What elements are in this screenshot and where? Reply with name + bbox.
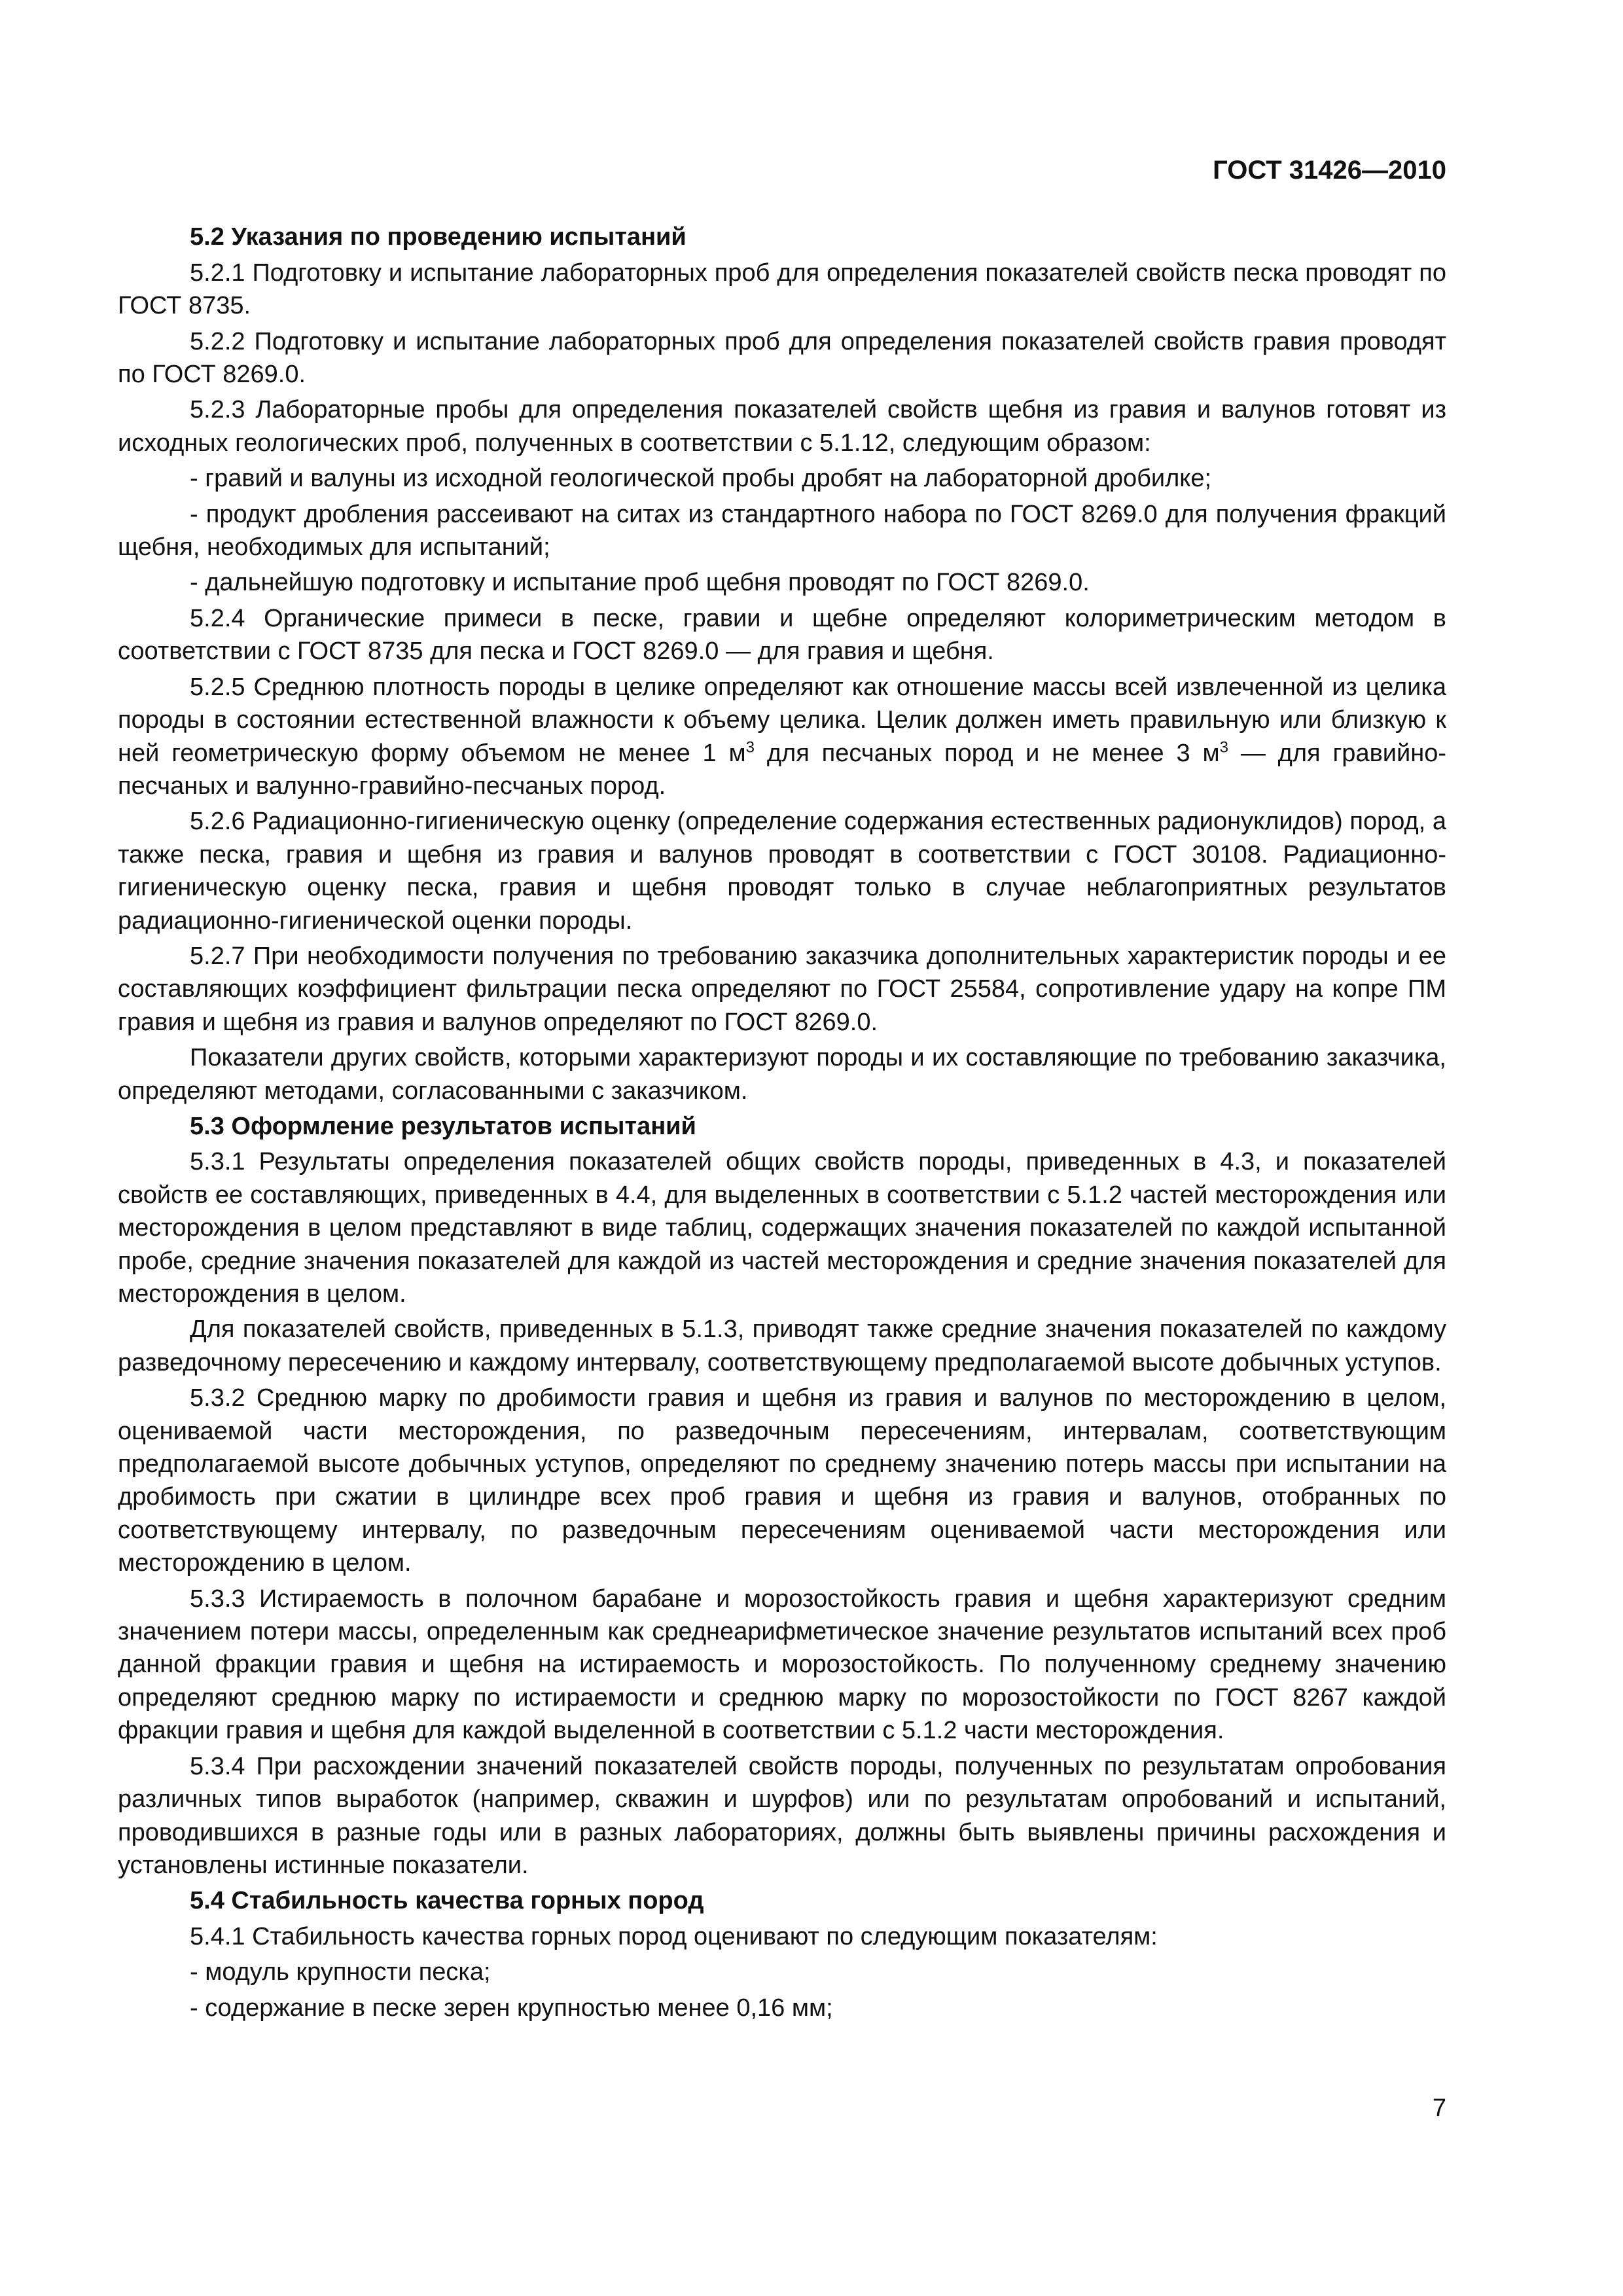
- paragraph: 5.2.2 Подготовку и испытание лабораторных проб для определения показателей свойств гравия проводят по ГОСТ 8269.0.: [118, 327, 1446, 389]
- document-code: ГОСТ 31426—2010: [1213, 156, 1446, 185]
- paragraph: Показатели других свойств, которыми характеризуют породы и их составляющие по требованию заказчика, определяют методами, согласованными с заказчиком.: [118, 1044, 1446, 1105]
- superscript: 3: [1219, 738, 1228, 756]
- list-item: - гравий и валуны из исходной геологической пробы дробят на лабораторной дробилке;: [190, 465, 1212, 493]
- section-heading: 5.3 Оформление результатов испытаний: [190, 1112, 696, 1140]
- paragraph-part: для песчаных пород и не менее 3 м: [755, 739, 1220, 767]
- list-item: - содержание в песке зерен крупностью менее 0,16 мм;: [190, 1994, 833, 2022]
- section-heading: 5.2 Указания по проведению испытаний: [190, 223, 687, 251]
- paragraph-part: 5.2.5 Среднюю плотность породы в целике определяют как отношение массы всей извлеченной из целика породы в состоянии естественной влажности к объему целика. Целик должен иметь правильную или близкую к ней геометрическую форму объемом не менее 1 м: [118, 673, 1446, 767]
- page-number: 7: [1432, 2094, 1446, 2122]
- section-heading: 5.4 Стабильность качества горных пород: [190, 1887, 704, 1915]
- paragraph: 5.2.7 При необходимости получения по требованию заказчика дополнительных характеристик породы и ее составляющих коэффициент фильтрации песка определяют по ГОСТ 25584, сопротивление удару на копре ПМ гравия и щебня из гравия и валунов определяют по ГОСТ 8269.0.: [118, 942, 1446, 1036]
- paragraph: 5.3.4 При расхождении значений показателей свойств породы, полученных по результатам опробования различных типов выработок (например, скважин и шурфов) или по результатам опробований и испытаний, проводившихся в разные годы или в разных лабораториях, должны быть выявлены причины расхождения и установлены истинные показатели.: [118, 1752, 1446, 1879]
- paragraph: 5.3.3 Истираемость в полочном барабане и морозостойкость гравия и щебня характеризуют средним значением потери массы, определенным как среднеарифметическое значение результатов испытаний всех проб данной фракции гравия и щебня на истираемость и морозостойкость. По полученному среднему значению определяют среднюю марку по истираемости и среднюю марку по морозостойкости по ГОСТ 8267 каждой фракции гравия и щебня для каждой выделенной в соответствии с 5.1.2 части месторождения.: [118, 1585, 1446, 1745]
- paragraph-density: [118, 671, 1446, 803]
- paragraph: 5.2.1 Подготовку и испытание лабораторных проб для определения показателей свойств песка проводят по ГОСТ 8735.: [118, 259, 1446, 320]
- superscript: 3: [745, 738, 755, 756]
- paragraph: 5.4.1 Стабильность качества горных пород оценивают по следующим показателям:: [190, 1922, 1158, 1950]
- list-item: - модуль крупности песка;: [190, 1958, 491, 1986]
- paragraph: 5.2.3 Лабораторные пробы для определения показателей свойств щебня из гравия и валунов готовят из исходных геологических проб, полученных в соответствии с 5.1.12, следующим образом:: [118, 396, 1446, 457]
- paragraph: 5.3.2 Среднюю марку по дробимости гравия и щебня из гравия и валунов по месторождению в целом, оцениваемой части месторождения, по разведочным пересечениям, интервалам, соответствующим предполагаемой высоте добычных уступов, определяют по среднему значению потерь массы при испытании на дробимость при сжатии в цилиндре всех проб гравия и щебня из гравия и валунов, отобранных по соответствующему интервалу, по разведочным пересечениям оцениваемой части месторождения или месторождению в целом.: [118, 1384, 1446, 1577]
- paragraph: 5.3.1 Результаты определения показателей общих свойств породы, приведенных в 4.3, и показателей свойств ее составляющих, приведенных в 4.4, для выделенных в соответствии с 5.1.2 частей месторождения или месторождения в целом представляют в виде таблиц, содержащих значения показателей по каждой испытанной пробе, средние значения показателей для каждой из частей месторождения и средние значения показателей для месторождения в целом.: [118, 1148, 1446, 1308]
- list-item: - дальнейшую подготовку и испытание проб щебня проводят по ГОСТ 8269.0.: [190, 569, 1090, 597]
- document-page: [118, 154, 1446, 2027]
- paragraph-part: — для гравийно-песчаных и валунно-гравийно-песчаных пород.: [118, 739, 1446, 800]
- paragraph: 5.2.4 Органические примеси в песке, гравии и щебне определяют колориметрическим методом в соответствии с ГОСТ 8735 для песка и ГОСТ 8269.0 — для гравия и щебня.: [118, 604, 1446, 666]
- list-item: - продукт дробления рассеивают на ситах из стандартного набора по ГОСТ 8269.0 для получения фракций щебня, необходимых для испытаний;: [118, 500, 1446, 562]
- paragraph: 5.2.6 Радиационно-гигиеническую оценку (определение содержания естественных радионуклидов) пород, а также песка, гравия и щебня из гравия и валунов проводят в соответствии с ГОСТ 30108. Радиационно-гигиеническую оценку песка, гравия и щебня проводят только в случае неблагоприятных результатов радиационно-гигиенической оценки породы.: [118, 808, 1446, 935]
- paragraph: Для показателей свойств, приведенных в 5.1.3, приводят также средние значения показателей по каждому разведочному пересечению и каждому интервалу, соответствующему предполагаемой высоте добычных уступов.: [118, 1316, 1446, 1376]
